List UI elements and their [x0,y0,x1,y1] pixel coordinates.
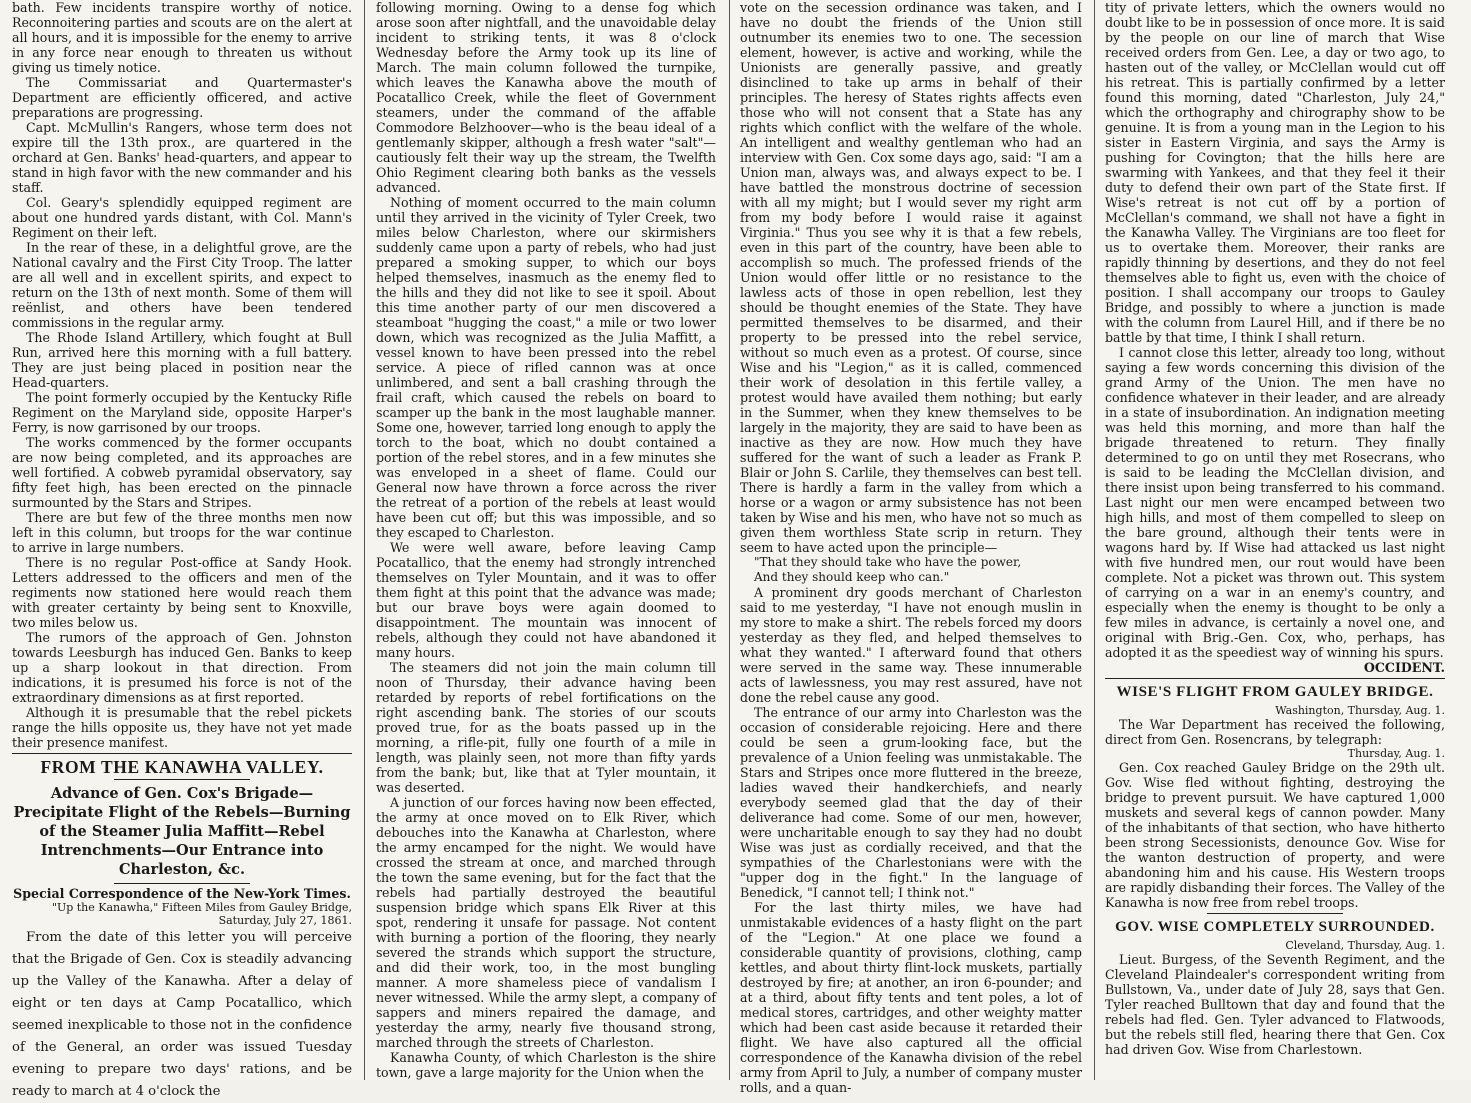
headline-surrounded: GOV. WISE COMPLETELY SURROUNDED. [1115,919,1435,935]
column-rule [364,0,365,1080]
column-1 [6,0,358,1099]
paragraph: following morning. Owing to a dense fog which arose soon after nightfall, and the unavoidable delay incident to striking tents, it was 8 o'clock Wednesday before the Army took up its line of March. The main column followed the turnpike, which leaves the Kanawha above the mouth of Pocatallico Creek, while the fleet of Government steamers, under the command of the affable Commodore Belzhoover—who is the beau ideal of a gentlemanly skipper, although a fresh water "salt"—cautiously felt their way up the stream, the Twelfth Ohio Regiment clearing both banks as the vessels advanced. [376,0,716,195]
paragraph: The Commissariat and Quartermaster's Department are efficiently officered, and active preparations are progressing. [12,75,352,120]
paragraph: The works commenced by the former occupants are now being completed, and its approaches are well fortified. A cobweb pyramidal observatory, say fifty feet high, has been erected on the pinnacle surmounted by the Stars and Stripes. [12,435,352,510]
column-rule [729,0,730,1080]
subhead-divider [114,883,250,884]
paragraph: A prominent dry goods merchant of Charleston said to me yesterday, "I have not enough muslin in my store to make a shirt. The rebels forced my doors yesterday as they fled, and helped themselves to what they wanted." I afterward found that others were served in the same way. These innumerable acts of lawlessness, you may rest assured, have not done the rebel cause any good. [740,585,1082,705]
headline-kanawha: FROM THE KANAWHA VALLEY. [40,757,324,777]
byline: Special Correspondence of the New-York Times. [13,886,351,901]
paragraph: bath. Few incidents transpire worthy of notice. Reconnoitering parties and scouts are on the alert at all hours, and it is impossible for the enemy to arrive in any force near enough to threaten us without giving us timely notice. [12,0,352,75]
section-divider [1105,678,1445,679]
headline-gauley: WISE'S FLIGHT FROM GAULEY BRIDGE. [1116,684,1434,700]
paragraph: The point formerly occupied by the Kentucky Rifle Regiment on the Maryland side, opposite Harper's Ferry, is now garrisoned by our troops. [12,390,352,435]
section-divider [12,753,352,754]
paragraph: Gen. Cox reached Gauley Bridge on the 29th ult. Gov. Wise fled without fighting, destroying the bridge to prevent pursuit. We have captured 1,000 muskets and several kegs of cannon powder. Many of the inhabitants of that section, who have hitherto been strong Secessionists, denounce Gov. Wise for the wanton destruction of property, and were abandoning him and his cause. His Western troops are rapidly disbanding their forces. The Valley of the Kanawha is now free from rebel troops. [1105,760,1445,910]
paragraph: The entrance of our army into Charleston was the occasion of considerable rejoicing. Here and there could be seen a grum-looking face, but the prevalence of a Union feeling was unmistakable. The Stars and Stripes once more fluttered in the breeze, ladies waved their handkerchiefs, and nearly everybody seemed glad that the day of their deliverance had come. Some of our men, however, were uncharitable enough to say they had no doubt Wise was just as cordially received, and that the sympathies of the Charlestonians were with the "upper dog in the fight." In the language of Benedick, "I cannot tell; I think not." [740,705,1082,900]
paragraph: Col. Geary's splendidly equipped regiment are about one hundred yards distant, with Col. Mann's Regiment on their left. [12,195,352,240]
dateline: Washington, Thursday, Aug. 1. [1275,704,1445,717]
paragraph: Although it is presumable that the rebel pickets range the hills opposite us, they have not yet made their presence manifest. [12,705,352,750]
dateline: "Up the Kanawha," Fifteen Miles from Gauley Bridge, Saturday, July 27, 1861. [51,901,352,927]
paragraph: A junction of our forces having now been effected, the army at once moved on to Elk River, which debouches into the Kanawha at Charleston, where the army encamped for the night. We would have crossed the stream at once, and marched through the town the same evening, but for the fact that the rebels had partially destroyed the beautiful suspension bridge which spans Elk River at this spot, rendering it unsafe for passage. Not content with burning a portion of the flooring, they nearly severed the strands which support the structure, and did their work, too, in the most bungling manner. A more shameless piece of vandalism I never witnessed. While the army slept, a company of sappers and miners repaired the damage, and yesterday the army, nearly five thousand strong, marched through the streets of Charleston. [376,795,716,1050]
quotation-line: And they should keep who can." [754,570,950,584]
paragraph: The War Department has received the following, direct from Gen. Rosencrans, by telegraph: [1105,717,1445,747]
paragraph: I cannot close this letter, already too long, without saying a few words concerning this division of the grand Army of the Union. The men have no confidence whatever in their leader, and are already in a state of insubordination. An indignation meeting was held this morning, and more than half the brigade threatened to return. They finally determined to go on until they met Rosecrans, who is said to be leading the McClellan division, and there insist upon being transferred to his command. Last night our men were encamped between two high hills, and most of them compelled to sleep on the bare ground, although their tents were in wagons hard by. If Wise had attacked us last night with five hundred men, our rout would have been complete. Not a picket was thrown out. This system of carrying on a war in an enemy's country, and especially when the enemy is thought to be only a few miles in advance, is certainly a novel one, and original with Brig.-Gen. Cox, who, perhaps, has adopted it as the speediest way of winning his spurs. [1105,345,1445,660]
column-2 [370,0,722,1080]
column-3 [734,0,1088,1095]
dateline: Thursday, Aug. 1. [1347,747,1445,760]
paragraph: In the rear of these, in a delightful grove, are the National cavalry and the First City Troop. The latter are all well and in excellent spirits, and expect to return on the 13th of next month. Some of them will reënlist, and others have been tendered commissions in the regular army. [12,240,352,330]
paragraph: The Rhode Island Artillery, which fought at Bull Run, arrived here this morning with a full battery. They are just being placed in position near the Head-quarters. [12,330,352,390]
paragraph: The steamers did not join the main column till noon of Thursday, their advance having been retarded by reports of rebel fortifications on the right ascending bank. The stories of our scouts proved true, for as the boats passed up in the morning, a rifle-pit, fully one fourth of a mile in length, was plainly seen, not more than fifty yards from the bank; but, like that at Tyler mountain, it was deserted. [376,660,716,795]
paragraph: The rumors of the approach of Gen. Johnston towards Leesburgh has induced Gen. Banks to keep up a sharp lookout in that direction. From indications, it is presumed his force is not of the extraordinary dimensions as at first reported. [12,630,352,705]
paragraph: There are but few of the three months men now left in this column, but troops for the war continue to arrive in large numbers. [12,510,352,555]
section-divider [1207,913,1343,914]
paragraph: We were well aware, before leaving Camp Pocatallico, that the enemy had strongly intrenched themselves on Tyler Mountain, and it was to offer them fight at this point that the advance was made; but our brave boys were again doomed to disappointment. The mountain was innocent of rebels, although they could not have abandoned it many hours. [376,540,716,660]
paragraph: Kanawha County, of which Charleston is the shire town, gave a large majority for the Union when the [376,1050,716,1080]
paragraph: vote on the secession ordinance was taken, and I have no doubt the friends of the Union still outnumber its enemies two to one. The secession element, however, is active and working, while the Unionists are generally passive, and greatly disinclined to take up arms in behalf of their principles. The heresy of States rights affects even those who will not consent that a State has any rights which conflict with the welfare of the whole. An intelligent and wealthy gentleman who had an interview with Gen. Cox some days ago, said: "I am a Union man, always was, and always expect to be. I have battled the monstrous doctrine of secession with all my might; but I would sever my right arm from my body before I would raise it against Virginia." Thus you see why it is that a few rebels, even in this part of the country, have been able to accomplish so much. The professed friends of the Union would offer little or no resistance to the lawless acts of those in open rebellion, lest they should be thought enemies of the State. They have permitted themselves to be disarmed, and their property to be pressed into the rebel service, without so much even as a protest. Of course, since Wise and his "Legion," as it is called, commenced their work of desolation in this fertile valley, a protest would have availed them nothing; but early in the Summer, when they knew themselves to be largely in the majority, they are said to have been as inactive as they are now. How much they have suffered for the want of such a leader as Frank P. Blair or John S. Carlile, they themselves can best tell. There is hardly a farm in the valley from which a horse or a wagon or army subsistence has not been taken by Wise and his men, who have not so much as given them worthless State scrip in return. They seem to have acted upon the principle— [740,0,1082,555]
paragraph: tity of private letters, which the owners would no doubt like to be in possession of once more. It is said by the people on our line of march that Wise received orders from Gen. Lee, a day or two ago, to hasten out of the valley, or McClellan would cut off his retreat. This is partially confirmed by a letter found this morning, dated "Charleston, July 24," which the orthography and chirography show to be genuine. It is from a young man in the Legion to his sister in Eastern Virginia, and says the Army is pushing for Covington; that the hills here are swarming with Yankees, and that they feel it their duty to defend their own part of the State first. If Wise's retreat is not cut off by a portion of McClellan's command, we shall not have a fight in the Kanawha Valley. The Virginians are too fleet for us to overtake them. Moreover, their ranks are rapidly thinning by desertions, and they do not feel themselves able to fight us, even with the choice of position. I shall accompany our troops to Gauley Bridge, and possibly to where a junction is made with the column from Laurel Hill, and if there be no battle by that time, I think I shall return. [1105,0,1445,345]
paragraph: For the last thirty miles, we have had unmistakable evidences of a hasty flight on the part of the "Legion." At one place we found a considerable quantity of provisions, clothing, camp kettles, and about thirty flint-lock muskets, partially destroyed by fire; at another, an iron 6-pounder; and at a third, about fifty tents and tent poles, a lot of medical stores, cartridges, and other weighty matter which had been cast aside because it retarded their flight. We have also captured all the official correspondence of the Kanawha division of the rebel army from April to July, a number of company muster rolls, and a quan- [740,900,1082,1095]
column-rule [1094,0,1095,1080]
signature: OCCIDENT. [1363,660,1445,675]
lead-paragraph: From the date of this letter you will perceive that the Brigade of Gen. Cox is steadily advancing up the Valley of the Kanawha. After a delay of eight or ten days at Camp Pocatallico, which seemed inexplicable to those not in the confidence of the General, an order was issued Tuesday evening to prepare two days' rations, and be ready to march at 4 o'clock the [12,930,352,1099]
subheadline: Advance of Gen. Cox's Brigade—Precipitate Flight of the Rebels—Burning of the Steamer Julia Maffitt—Rebel Intrenchments—Our Entrance into Charleston, &c. [13,785,351,878]
dateline: Cleveland, Thursday, Aug. 1. [1285,939,1445,952]
paragraph: Capt. McMullin's Rangers, whose term does not expire till the 13th prox., are quartered in the orchard at Gen. Banks' head-quarters, and appear to stand in high favor with the new commander and his staff. [12,120,352,195]
paragraph: There is no regular Post-office at Sandy Hook. Letters addressed to the officers and men of the regiments now stationed here would reach them with greater certainty by being sent to Knoxville, two miles below us. [12,555,352,630]
paragraph: Nothing of moment occurred to the main column until they arrived in the vicinity of Tyler Creek, two miles below Charleston, where our skirmishers suddenly came upon a party of rebels, who had just prepared a smoking supper, to which our boys helped themselves, inasmuch as the enemy fled to the hills and they did not like to see it spoil. About this time another party of our men discovered a steamboat "hugging the coast," a mile or two lower down, which was recognized as the Julia Maffitt, a vessel known to have been pressed into the rebel service. A piece of rifled cannon was at once unlimbered, and sent a ball crashing through the frail craft, which caused the rebels on board to scamper up the bank in the most laughable manner. Some one, however, tarried long enough to apply the torch to the boat, which no doubt contained a portion of the rebel stores, and in a few minutes she was enveloped in a sheet of flame. Could our General now have thrown a force across the river the retreat of a portion of the rebels at least would have been cut off; but this was impossible, and so they escaped to Charleston. [376,195,716,540]
paragraph: Lieut. Burgess, of the Seventh Regiment, and the Cleveland Plaindealer's correspondent writing from Bullstown, Va., under date of July 28, says that Gen. Tyler reached Bulltown that day and found that the rebels had fled. Gen. Tyler advanced to Flatwoods, but the rebels still fled, hearing there that Gen. Cox had driven Gov. Wise from Charlestown. [1105,952,1445,1057]
column-4 [1099,0,1451,1080]
headline-divider [114,779,250,780]
quotation-line: "That they should take who have the power, [754,555,1022,569]
